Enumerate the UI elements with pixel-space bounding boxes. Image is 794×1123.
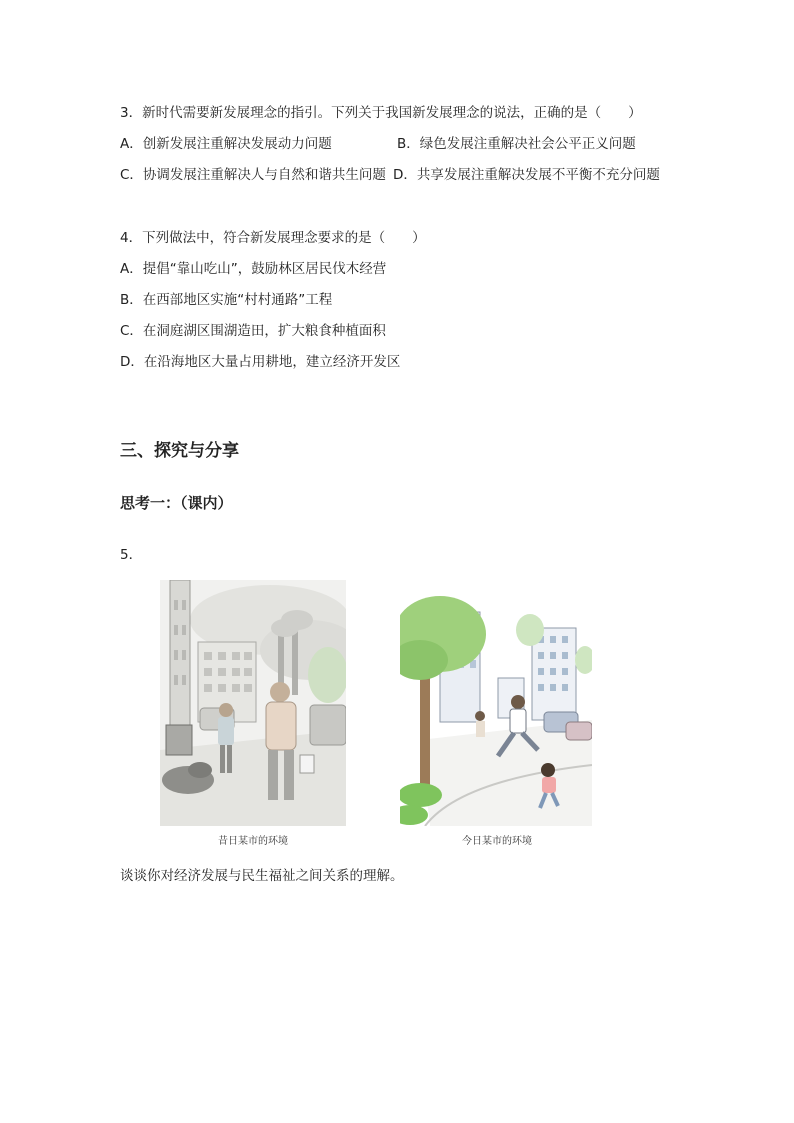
- question-3-option-d: D．共享发展注重解决发展不平衡不充分问题: [393, 167, 660, 183]
- question-4-option-a: A．提倡“靠山吃山”，鼓励林区居民伐木经营: [120, 261, 387, 277]
- illustration-present-city: [400, 590, 592, 826]
- question-3-option-a: A．创新发展注重解决发展动力问题: [120, 136, 332, 152]
- right-caption: 今日某市的环境: [462, 836, 532, 847]
- left-caption: 昔日某市的环境: [218, 836, 288, 847]
- section-subtitle: 思考一：（课内）: [120, 494, 233, 512]
- question-3-option-b: B．绿色发展注重解决社会公平正义问题: [397, 136, 636, 152]
- question-5-number: 5．: [120, 547, 143, 563]
- question-3-option-c: C．协调发展注重解决人与自然和谐共生问题: [120, 167, 386, 183]
- question-4-option-d: D．在沿海地区大量占用耕地，建立经济开发区: [120, 354, 401, 370]
- question-4-option-b: B．在西部地区实施“村村通路”工程: [120, 292, 333, 308]
- question-4-stem: 4．下列做法中，符合新发展理念要求的是（ ）: [120, 230, 426, 246]
- question-3-stem: 3．新时代需要新发展理念的指引。下列关于我国新发展理念的说法，正确的是（ ）: [120, 105, 642, 121]
- section-title: 三、探究与分享: [120, 441, 239, 461]
- illustration-past-city: [160, 580, 346, 826]
- question-5-prompt: 谈谈你对经济发展与民生福祉之间关系的理解。: [120, 868, 404, 884]
- question-4-option-c: C．在洞庭湖区围湖造田，扩大粮食种植面积: [120, 323, 386, 339]
